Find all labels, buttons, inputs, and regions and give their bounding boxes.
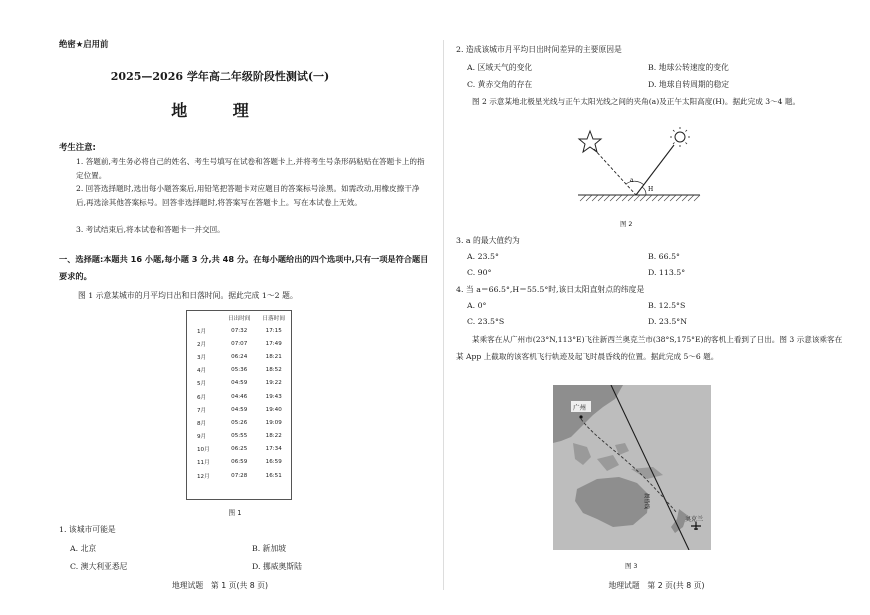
sunset-cell: 16:51 <box>265 472 282 479</box>
confidential-label: 绝密★启用前 <box>59 39 109 49</box>
fig3-map <box>553 385 711 550</box>
angle-h-arc <box>642 187 646 195</box>
subject-title: 地 理 <box>171 101 269 120</box>
month-cell: 7月 <box>197 407 207 414</box>
sunset-cell: 17:34 <box>265 446 282 453</box>
question-2-option-a: A. 区域天气的变化 <box>467 63 533 72</box>
table-row <box>187 416 291 429</box>
sunset-cell: 18:21 <box>265 353 282 360</box>
fig3-map-svg <box>553 385 711 550</box>
sunrise-cell: 04:59 <box>231 406 248 413</box>
question-3-stem: 3. a 的最大值约为 <box>456 236 520 245</box>
question-3-option-c: C. 90° <box>467 268 492 277</box>
question-1-option-b: B. 新加坡 <box>252 544 287 553</box>
guangzhou-marker <box>579 415 582 418</box>
question-4-option-c: C. 23.5°S <box>467 317 505 326</box>
section-heading: 一、选择题:本题共 16 小题,每小题 3 分,共 48 分。在每小题给出的四个选项中,只有一项是符合题目要求的。 <box>59 254 429 281</box>
sunrise-cell: 04:46 <box>231 393 248 400</box>
table-header-row <box>187 311 291 324</box>
table-row <box>187 390 291 403</box>
table-row <box>187 403 291 416</box>
table-row <box>187 350 291 363</box>
notice-item-3: 3. 考试结束后,将本试卷和答题卡一并交回。 <box>76 225 225 234</box>
sunrise-cell: 05:55 <box>231 433 248 440</box>
page-footer-right: 地理试题 第 2 页(共 8 页) <box>608 581 705 590</box>
table-header-cell: 日出时间 <box>228 315 251 322</box>
question-1-stem: 1. 该城市可能是 <box>59 525 116 534</box>
sunset-cell: 17:49 <box>265 340 282 347</box>
month-cell: 3月 <box>197 354 207 361</box>
page-footer-left: 地理试题 第 1 页(共 8 页) <box>171 581 269 590</box>
sunrise-cell: 06:25 <box>231 446 248 453</box>
question-1-option-c: C. 澳大利亚悉尼 <box>70 562 128 571</box>
sunrise-cell: 06:24 <box>231 353 248 360</box>
table-row <box>187 456 291 469</box>
polaris-ray <box>594 149 636 195</box>
month-cell: 6月 <box>197 394 207 401</box>
polaris-star-icon <box>579 131 601 152</box>
month-cell: 12月 <box>197 473 210 480</box>
angle-a-arc <box>626 181 644 185</box>
fig3-caption: 图 3 <box>625 562 638 570</box>
fig2-caption: 图 2 <box>620 220 633 228</box>
table-body <box>187 324 291 482</box>
fig2-diagram <box>568 125 708 217</box>
sunset-cell: 17:15 <box>265 327 282 334</box>
question-2-option-d: D. 地球自转周期的稳定 <box>648 80 730 89</box>
ground-hatching <box>580 195 700 201</box>
sun-icon <box>670 127 690 147</box>
sunrise-cell: 05:26 <box>231 419 248 426</box>
question-2-stem: 2. 造成该城市月平均日出时间差异的主要原因是 <box>456 45 622 54</box>
sunrise-cell: 06:59 <box>231 459 248 466</box>
sunrise-cell: 05:36 <box>231 367 248 374</box>
table-row <box>187 324 291 337</box>
table-row <box>187 443 291 456</box>
table-header-cell: 日落时间 <box>262 315 285 322</box>
question-1-option-d: D. 挪威奥斯陆 <box>252 562 302 571</box>
auckland-label: 奥克兰 <box>685 516 704 523</box>
question-4-option-a: A. 0° <box>467 301 487 310</box>
sunset-cell: 16:59 <box>265 459 282 466</box>
sunset-cell: 19:40 <box>265 406 282 413</box>
notice-item-2: 2. 回答选择题时,选出每小题答案后,用铅笔把答题卡对应题目的答案标号涂黑。如需改动,用橡皮擦干净后,再选涂其他答案标号。回答非选择题时,将答案写在答题卡上。写在本试卷上无效。 <box>76 184 420 207</box>
page-divider <box>443 40 444 590</box>
month-cell: 1月 <box>197 328 207 335</box>
question-3-option-d: D. 113.5° <box>648 268 686 277</box>
fig2-intro: 图 2 示意某地北极星光线与正午太阳光线之间的夹角(a)及正午太阳高度(H)。据此完成 3～4 题。 <box>472 97 801 106</box>
question-2-option-b: B. 地球公转速度的变化 <box>648 63 729 72</box>
month-cell: 4月 <box>197 368 207 375</box>
table-row <box>187 337 291 350</box>
question-3-option-a: A. 23.5° <box>467 252 499 261</box>
angle-h-label: H <box>648 186 654 193</box>
sun-ray <box>636 145 674 195</box>
fig1-intro: 图 1 示意某城市的月平均日出和日落时间。据此完成 1～2 题。 <box>78 291 298 300</box>
exam-title: 2025—2026 学年高二年级阶段性测试(一) <box>110 70 330 83</box>
table-row <box>187 469 291 482</box>
table-row <box>187 430 291 443</box>
notice-item-1: 1. 答题前,考生务必将自己的姓名、考生号填写在试卷和答题卡上,并将考生号条形码粘贴在答题卡上的指定位置。 <box>76 157 425 180</box>
question-4-option-d: D. 23.5°N <box>648 317 688 326</box>
sunrise-cell: 07:07 <box>231 340 248 347</box>
month-cell: 10月 <box>197 447 210 454</box>
guangzhou-label: 广州 <box>573 403 586 412</box>
month-cell: 11月 <box>197 460 210 467</box>
question-2-option-c: C. 黄赤交角的存在 <box>467 80 533 89</box>
sunrise-cell: 07:32 <box>231 327 248 334</box>
table-row <box>187 364 291 377</box>
question-4-option-b: B. 12.5°S <box>648 301 686 310</box>
passage-5-6: 某乘客在从广州市(23°N,113°E)飞往新西兰奥克兰市(38°S,175°E)的客机上看到了日出。图 3 示意该乘客在某 App 上截取的该客机飞行轨迹及起飞时晨昏线的位置。据此完成 5～6 题。 <box>456 335 843 361</box>
question-4-stem: 4. 当 a＝66.5°,H＝55.5°时,该日太阳直射点的纬度是 <box>456 285 645 294</box>
sunrise-cell: 07:28 <box>231 472 248 479</box>
sunset-cell: 18:22 <box>265 433 282 440</box>
terminator-label: 晨昏线 <box>643 493 649 510</box>
sunset-cell: 18:52 <box>265 367 282 374</box>
table-row <box>187 377 291 390</box>
notice-title: 考生注意: <box>59 142 96 152</box>
sunset-cell: 19:09 <box>265 419 282 426</box>
sunset-cell: 19:43 <box>265 393 282 400</box>
month-cell: 8月 <box>197 420 207 427</box>
question-3-option-b: B. 66.5° <box>648 252 680 261</box>
month-cell: 2月 <box>197 341 207 348</box>
month-cell: 9月 <box>197 434 207 441</box>
table-header-cell <box>187 311 222 324</box>
sunrise-cell: 04:59 <box>231 380 248 387</box>
month-cell: 5月 <box>197 381 207 388</box>
sunset-cell: 19:22 <box>265 380 282 387</box>
angle-a-label: a <box>630 177 634 184</box>
fig1-caption: 图 1 <box>228 509 242 517</box>
question-1-option-a: A. 北京 <box>70 544 97 553</box>
sunrise-sunset-table <box>186 310 292 500</box>
